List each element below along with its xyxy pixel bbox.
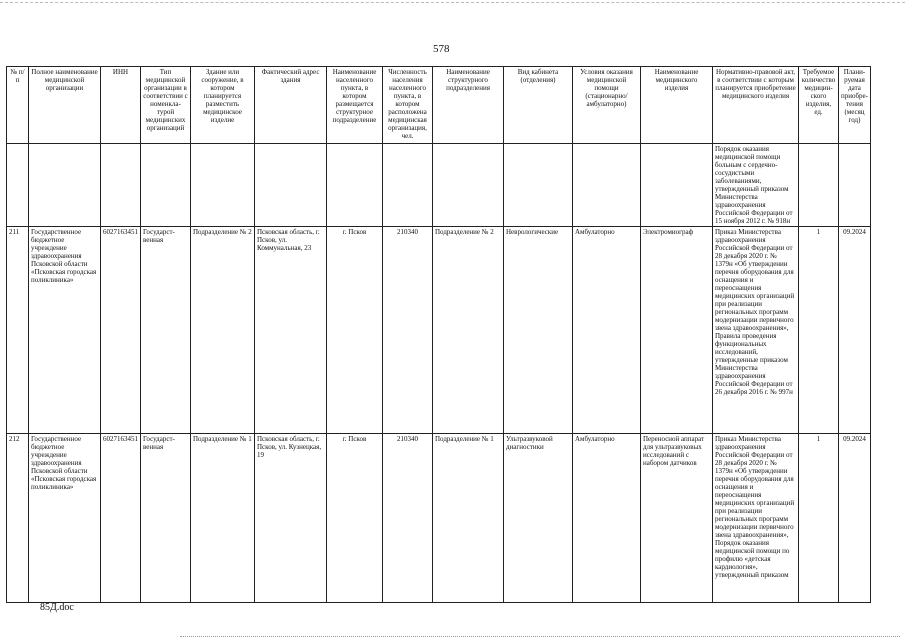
table-row-continuation xyxy=(7,144,871,227)
cell-inn: 6027163451 xyxy=(101,227,141,434)
header-qty: Требуемое количество медицин-ского изделия, ед. xyxy=(799,67,839,144)
footer-doc-code: 85Д.doc xyxy=(40,602,74,613)
header-unit: Наименование структурного подразделения xyxy=(433,67,504,144)
cell-address: Псковская область, г. Псков, ул. Кузнецкая, 19 xyxy=(255,434,327,603)
cell-locality: г. Псков xyxy=(327,434,383,603)
cell-act: Приказ Министерства здравоохранения Российской Федерации от 28 декабря 2020 г. № 1379н «Об утверждении перечня оборудования для оснащения и переоснащения медицинских организаций при реализации региональных программ модернизации первичного звена здравоохранения», Порядок оказания медицинской помощи по профилю «детская кардиология», утвержденный приказом xyxy=(713,434,799,603)
cell-device: Электромиограф xyxy=(641,227,713,434)
cell-unit: Подразделение № 2 xyxy=(433,227,504,434)
cell-act: Приказ Министерства здравоохранения Российской Федерации от 28 декабря 2020 г. № 1379н «Об утверждении перечня оборудования для оснащения и переоснащения медицинских организаций при реализации региональных программ модернизации первичного звена здравоохранения», Правила проведения функциональных исследований, утвержденные приказом Министерства здравоохранения Российской Федерации от 26 декабря 2016 г. № 997н xyxy=(713,227,799,434)
cell-address: Псковская область, г. Псков, ул. Коммунальная, 23 xyxy=(255,227,327,434)
cell-building: Подразделение № 2 xyxy=(191,227,255,434)
header-inn: ИНН xyxy=(101,67,141,144)
scan-artifact-bottom xyxy=(180,636,900,637)
header-locality: Наименование населенного пункта, в котором размещается структурное подразделение xyxy=(327,67,383,144)
header-device: Наименование медицинского изделия xyxy=(641,67,713,144)
header-address: Фактический адрес здания xyxy=(255,67,327,144)
equipment-table xyxy=(6,66,871,603)
header-building: Здание или сооружение, в котором планируется разместить медицинское изделие xyxy=(191,67,255,144)
cell-type: Государст-венная xyxy=(141,227,191,434)
cell-cabinet: Ультразвуковой диагностики xyxy=(504,434,573,603)
cell-inn: 6027163451 xyxy=(101,434,141,603)
scan-artifact-top xyxy=(0,2,905,3)
cell-qty: 1 xyxy=(799,227,839,434)
cell-date: 09.2024 xyxy=(839,227,871,434)
header-population: Численность населения населенного пункта, в котором расположена медицинская организация, чел. xyxy=(383,67,433,144)
cell-qty: 1 xyxy=(799,434,839,603)
cell-building: Подразделение № 1 xyxy=(191,434,255,603)
header-row xyxy=(7,67,871,144)
header-cabinet: Вид кабинета (отделения) xyxy=(504,67,573,144)
cell-type: Государст-венная xyxy=(141,434,191,603)
table-row xyxy=(7,227,871,434)
cell-num: 212 xyxy=(7,434,29,603)
cell-conditions: Амбулаторно xyxy=(573,434,641,603)
cell-act: Порядок оказания медицинской помощи больным с сердечно-сосудистыми заболеваниями, утвержденный приказом Министерства здравоохранения Российской Федерации от 15 ноября 2012 г. № 918н xyxy=(713,144,799,227)
header-conditions: Условия оказания медицинской помощи (стационарно/ амбулаторно) xyxy=(573,67,641,144)
page-number: 578 xyxy=(433,43,450,55)
cell-org: Государственное бюджетное учреждение здравоохранения Псковской области «Псковская городская поликлиника» xyxy=(29,227,101,434)
cell-population: 210340 xyxy=(383,434,433,603)
header-date: Плани-руемая дата приобре-тения (месяц год) xyxy=(839,67,871,144)
header-type: Тип медицинской организации в соответствии с номенкла-турой медицинских организаций xyxy=(141,67,191,144)
header-org: Полное наименование медицинской организации xyxy=(29,67,101,144)
cell-population: 210340 xyxy=(383,227,433,434)
table-row xyxy=(7,434,871,603)
cell-locality: г. Псков xyxy=(327,227,383,434)
cell-org: Государственное бюджетное учреждение здравоохранения Псковской области «Псковская городская поликлиника» xyxy=(29,434,101,603)
cell-unit: Подразделение № 1 xyxy=(433,434,504,603)
header-act: Нормативно-правовой акт, в соответствии с которым планируется приобретение медицинского изделия xyxy=(713,67,799,144)
cell-num: 211 xyxy=(7,227,29,434)
cell-device: Переносной аппарат для ультразвуковых исследований с набором датчиков xyxy=(641,434,713,603)
cell-date: 09.2024 xyxy=(839,434,871,603)
cell-conditions: Амбулаторно xyxy=(573,227,641,434)
cell-cabinet: Неврологические xyxy=(504,227,573,434)
header-num: № п/п xyxy=(7,67,29,144)
